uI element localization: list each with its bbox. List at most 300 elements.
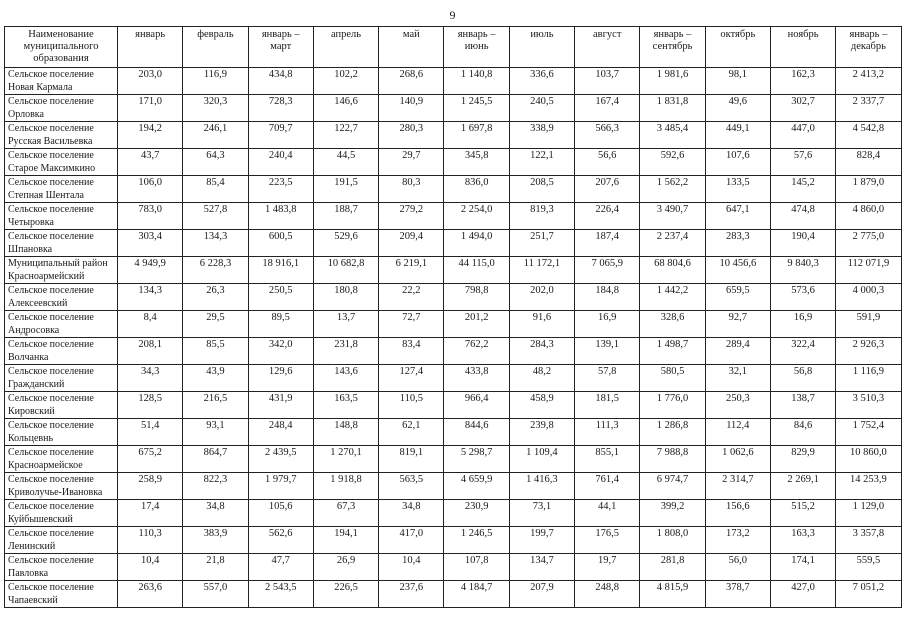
value-cell: 338,9 <box>509 122 574 149</box>
value-cell: 140,9 <box>379 95 444 122</box>
value-cell: 139,1 <box>575 338 640 365</box>
value-cell: 110,5 <box>379 392 444 419</box>
value-cell: 143,6 <box>313 365 378 392</box>
value-cell: 174,1 <box>770 554 835 581</box>
municipality-title: Павловка <box>8 567 49 579</box>
municipality-title: Криволучье-Ивановка <box>8 486 103 498</box>
municipality-name <box>5 68 118 95</box>
municipality-name <box>5 257 118 284</box>
value-cell: 190,4 <box>770 230 835 257</box>
value-cell: 133,5 <box>705 176 770 203</box>
table-row <box>5 95 902 122</box>
table-row <box>5 581 902 608</box>
municipality-title: Красноармейский <box>8 270 85 282</box>
column-header-period: ноябрь <box>770 27 835 68</box>
municipality-type: Сельское поселение <box>8 474 94 485</box>
municipality-type: Сельское поселение <box>8 366 94 377</box>
value-cell: 226,4 <box>575 203 640 230</box>
value-cell: 647,1 <box>705 203 770 230</box>
municipality-name <box>5 392 118 419</box>
value-cell: 163,3 <box>770 527 835 554</box>
value-cell: 822,3 <box>183 473 248 500</box>
value-cell: 819,1 <box>379 446 444 473</box>
value-cell: 8,4 <box>118 311 183 338</box>
municipality-type: Сельское поселение <box>8 69 94 80</box>
municipality-title: Степная Шентала <box>8 189 84 201</box>
value-cell: 171,0 <box>118 95 183 122</box>
municipality-title: Красноармейское <box>8 459 83 471</box>
value-cell: 250,3 <box>705 392 770 419</box>
value-cell: 11 172,1 <box>509 257 574 284</box>
value-cell: 864,7 <box>183 446 248 473</box>
value-cell: 3 510,3 <box>836 392 901 419</box>
value-cell: 44 115,0 <box>444 257 509 284</box>
value-cell: 246,1 <box>183 122 248 149</box>
value-cell: 1 776,0 <box>640 392 705 419</box>
municipality-type: Сельское поселение <box>8 555 94 566</box>
municipality-name <box>5 176 118 203</box>
municipality-type: Сельское поселение <box>8 420 94 431</box>
value-cell: 6 219,1 <box>379 257 444 284</box>
municipality-name <box>5 365 118 392</box>
value-cell: 263,6 <box>118 581 183 608</box>
value-cell: 43,7 <box>118 149 183 176</box>
municipality-name <box>5 500 118 527</box>
value-cell: 111,3 <box>575 419 640 446</box>
value-cell: 303,4 <box>118 230 183 257</box>
column-header-period: август <box>575 27 640 68</box>
value-cell: 44,5 <box>313 149 378 176</box>
table-row <box>5 446 902 473</box>
value-cell: 248,4 <box>248 419 313 446</box>
value-cell: 176,5 <box>575 527 640 554</box>
value-cell: 187,4 <box>575 230 640 257</box>
value-cell: 207,6 <box>575 176 640 203</box>
table-row <box>5 554 902 581</box>
table-row <box>5 527 902 554</box>
value-cell: 47,7 <box>248 554 313 581</box>
value-cell: 1 979,7 <box>248 473 313 500</box>
value-cell: 761,4 <box>575 473 640 500</box>
value-cell: 328,6 <box>640 311 705 338</box>
value-cell: 966,4 <box>444 392 509 419</box>
municipality-name <box>5 554 118 581</box>
value-cell: 2 337,7 <box>836 95 901 122</box>
municipality-type: Сельское поселение <box>8 528 94 539</box>
value-cell: 68 804,6 <box>640 257 705 284</box>
value-cell: 208,1 <box>118 338 183 365</box>
table-row <box>5 68 902 95</box>
value-cell: 73,1 <box>509 500 574 527</box>
value-cell: 209,4 <box>379 230 444 257</box>
value-cell: 284,3 <box>509 338 574 365</box>
value-cell: 250,5 <box>248 284 313 311</box>
municipality-type: Сельское поселение <box>8 501 94 512</box>
value-cell: 563,5 <box>379 473 444 500</box>
value-cell: 4 542,8 <box>836 122 901 149</box>
value-cell: 122,7 <box>313 122 378 149</box>
municipality-title: Шпановка <box>8 243 53 255</box>
value-cell: 110,3 <box>118 527 183 554</box>
value-cell: 102,2 <box>313 68 378 95</box>
value-cell: 2 413,2 <box>836 68 901 95</box>
value-cell: 201,2 <box>444 311 509 338</box>
page-number: 9 <box>449 8 456 22</box>
value-cell: 474,8 <box>770 203 835 230</box>
value-cell: 1 416,3 <box>509 473 574 500</box>
value-cell: 10 456,6 <box>705 257 770 284</box>
value-cell: 9 840,3 <box>770 257 835 284</box>
value-cell: 6 228,3 <box>183 257 248 284</box>
value-cell: 56,8 <box>770 365 835 392</box>
value-cell: 19,7 <box>575 554 640 581</box>
value-cell: 1 245,5 <box>444 95 509 122</box>
value-cell: 26,9 <box>313 554 378 581</box>
value-cell: 336,6 <box>509 68 574 95</box>
table-row <box>5 203 902 230</box>
value-cell: 1 109,4 <box>509 446 574 473</box>
municipality-name <box>5 122 118 149</box>
value-cell: 458,9 <box>509 392 574 419</box>
table-row <box>5 500 902 527</box>
municipality-type: Сельское поселение <box>8 312 94 323</box>
value-cell: 562,6 <box>248 527 313 554</box>
value-cell: 427,0 <box>770 581 835 608</box>
municipality-type: Сельское поселение <box>8 123 94 134</box>
value-cell: 573,6 <box>770 284 835 311</box>
municipality-type: Муниципальный район <box>8 258 108 269</box>
value-cell: 1 562,2 <box>640 176 705 203</box>
municipality-name <box>5 311 118 338</box>
value-cell: 127,4 <box>379 365 444 392</box>
municipality-type: Сельское поселение <box>8 393 94 404</box>
value-cell: 91,6 <box>509 311 574 338</box>
column-header-period: июль <box>509 27 574 68</box>
value-cell: 13,7 <box>313 311 378 338</box>
value-cell: 106,0 <box>118 176 183 203</box>
value-cell: 51,4 <box>118 419 183 446</box>
table-row <box>5 392 902 419</box>
value-cell: 3 490,7 <box>640 203 705 230</box>
column-header-period: февраль <box>183 27 248 68</box>
value-cell: 709,7 <box>248 122 313 149</box>
value-cell: 1 918,8 <box>313 473 378 500</box>
municipality-type: Сельское поселение <box>8 177 94 188</box>
column-header-period: май <box>379 27 444 68</box>
value-cell: 122,1 <box>509 149 574 176</box>
value-cell: 855,1 <box>575 446 640 473</box>
value-cell: 279,2 <box>379 203 444 230</box>
value-cell: 268,6 <box>379 68 444 95</box>
value-cell: 203,0 <box>118 68 183 95</box>
value-cell: 1 831,8 <box>640 95 705 122</box>
value-cell: 1 752,4 <box>836 419 901 446</box>
municipality-title: Старое Максимкино <box>8 162 96 174</box>
table-row <box>5 257 902 284</box>
value-cell: 2 543,5 <box>248 581 313 608</box>
value-cell: 383,9 <box>183 527 248 554</box>
value-cell: 188,7 <box>313 203 378 230</box>
value-cell: 844,6 <box>444 419 509 446</box>
value-cell: 49,6 <box>705 95 770 122</box>
value-cell: 449,1 <box>705 122 770 149</box>
value-cell: 112,4 <box>705 419 770 446</box>
value-cell: 134,3 <box>183 230 248 257</box>
value-cell: 280,3 <box>379 122 444 149</box>
value-cell: 2 269,1 <box>770 473 835 500</box>
value-cell: 226,5 <box>313 581 378 608</box>
municipality-title: Новая Кармала <box>8 81 73 93</box>
value-cell: 1 981,6 <box>640 68 705 95</box>
value-cell: 181,5 <box>575 392 640 419</box>
value-cell: 10,4 <box>118 554 183 581</box>
municipality-title: Куйбышевский <box>8 513 73 525</box>
value-cell: 1 442,2 <box>640 284 705 311</box>
value-cell: 199,7 <box>509 527 574 554</box>
value-cell: 1 498,7 <box>640 338 705 365</box>
value-cell: 529,6 <box>313 230 378 257</box>
municipality-title: Андросовка <box>8 324 60 336</box>
value-cell: 258,9 <box>118 473 183 500</box>
value-cell: 1 140,8 <box>444 68 509 95</box>
value-cell: 2 314,7 <box>705 473 770 500</box>
value-cell: 591,9 <box>836 311 901 338</box>
table-row <box>5 311 902 338</box>
value-cell: 7 988,8 <box>640 446 705 473</box>
value-cell: 399,2 <box>640 500 705 527</box>
value-cell: 146,6 <box>313 95 378 122</box>
value-cell: 194,2 <box>118 122 183 149</box>
value-cell: 342,0 <box>248 338 313 365</box>
value-cell: 447,0 <box>770 122 835 149</box>
value-cell: 3 485,4 <box>640 122 705 149</box>
table-row <box>5 365 902 392</box>
value-cell: 417,0 <box>379 527 444 554</box>
value-cell: 1 270,1 <box>313 446 378 473</box>
value-cell: 557,0 <box>183 581 248 608</box>
value-cell: 378,7 <box>705 581 770 608</box>
value-cell: 2 254,0 <box>444 203 509 230</box>
value-cell: 5 298,7 <box>444 446 509 473</box>
value-cell: 1 116,9 <box>836 365 901 392</box>
value-cell: 173,2 <box>705 527 770 554</box>
value-cell: 48,2 <box>509 365 574 392</box>
value-cell: 345,8 <box>444 149 509 176</box>
column-header-name: Наименование муниципального образования <box>5 27 118 68</box>
municipality-title: Волчанка <box>8 351 49 363</box>
value-cell: 4 815,9 <box>640 581 705 608</box>
value-cell: 2 439,5 <box>248 446 313 473</box>
value-cell: 107,6 <box>705 149 770 176</box>
value-cell: 2 775,0 <box>836 230 901 257</box>
value-cell: 248,8 <box>575 581 640 608</box>
municipality-name <box>5 419 118 446</box>
value-cell: 240,4 <box>248 149 313 176</box>
table-row <box>5 338 902 365</box>
column-header-period: январь – июнь <box>444 27 509 68</box>
value-cell: 659,5 <box>705 284 770 311</box>
value-cell: 527,8 <box>183 203 248 230</box>
value-cell: 180,8 <box>313 284 378 311</box>
value-cell: 4 949,9 <box>118 257 183 284</box>
municipality-title: Кольцевнь <box>8 432 54 444</box>
value-cell: 251,7 <box>509 230 574 257</box>
value-cell: 103,7 <box>575 68 640 95</box>
value-cell: 57,8 <box>575 365 640 392</box>
value-cell: 216,5 <box>183 392 248 419</box>
value-cell: 56,0 <box>705 554 770 581</box>
value-cell: 98,1 <box>705 68 770 95</box>
value-cell: 4 000,3 <box>836 284 901 311</box>
municipality-type: Сельское поселение <box>8 204 94 215</box>
municipality-name <box>5 203 118 230</box>
value-cell: 134,7 <box>509 554 574 581</box>
value-cell: 322,4 <box>770 338 835 365</box>
value-cell: 156,6 <box>705 500 770 527</box>
value-cell: 4 659,9 <box>444 473 509 500</box>
value-cell: 29,7 <box>379 149 444 176</box>
value-cell: 836,0 <box>444 176 509 203</box>
municipality-title: Чапаевский <box>8 594 58 606</box>
municipality-type: Сельское поселение <box>8 447 94 458</box>
value-cell: 18 916,1 <box>248 257 313 284</box>
value-cell: 3 357,8 <box>836 527 901 554</box>
value-cell: 592,6 <box>640 149 705 176</box>
value-cell: 240,5 <box>509 95 574 122</box>
value-cell: 34,8 <box>183 500 248 527</box>
value-cell: 1 286,8 <box>640 419 705 446</box>
value-cell: 600,5 <box>248 230 313 257</box>
municipality-type: Сельское поселение <box>8 582 94 593</box>
column-header-period: январь – сентябрь <box>640 27 705 68</box>
value-cell: 302,7 <box>770 95 835 122</box>
value-cell: 515,2 <box>770 500 835 527</box>
value-cell: 675,2 <box>118 446 183 473</box>
value-cell: 231,8 <box>313 338 378 365</box>
value-cell: 239,8 <box>509 419 574 446</box>
value-cell: 281,8 <box>640 554 705 581</box>
municipality-name <box>5 473 118 500</box>
value-cell: 34,8 <box>379 500 444 527</box>
value-cell: 566,3 <box>575 122 640 149</box>
value-cell: 162,3 <box>770 68 835 95</box>
value-cell: 10 860,0 <box>836 446 901 473</box>
table-row <box>5 122 902 149</box>
value-cell: 107,8 <box>444 554 509 581</box>
table-body <box>5 68 902 608</box>
value-cell: 163,5 <box>313 392 378 419</box>
value-cell: 434,8 <box>248 68 313 95</box>
value-cell: 283,3 <box>705 230 770 257</box>
municipality-type: Сельское поселение <box>8 150 94 161</box>
value-cell: 43,9 <box>183 365 248 392</box>
value-cell: 762,2 <box>444 338 509 365</box>
table-row <box>5 284 902 311</box>
value-cell: 237,6 <box>379 581 444 608</box>
value-cell: 798,8 <box>444 284 509 311</box>
value-cell: 26,3 <box>183 284 248 311</box>
value-cell: 57,6 <box>770 149 835 176</box>
value-cell: 83,4 <box>379 338 444 365</box>
municipality-type: Сельское поселение <box>8 339 94 350</box>
municipality-title: Четыровка <box>8 216 54 228</box>
value-cell: 80,3 <box>379 176 444 203</box>
municipality-type: Сельское поселение <box>8 231 94 242</box>
value-cell: 89,5 <box>248 311 313 338</box>
municipality-name <box>5 581 118 608</box>
municipality-name <box>5 527 118 554</box>
column-header-period: октябрь <box>705 27 770 68</box>
column-header-period: апрель <box>313 27 378 68</box>
value-cell: 10,4 <box>379 554 444 581</box>
column-header-period: январь – декабрь <box>836 27 901 68</box>
value-cell: 207,9 <box>509 581 574 608</box>
column-header-period: январь – март <box>248 27 313 68</box>
value-cell: 129,6 <box>248 365 313 392</box>
municipality-name <box>5 338 118 365</box>
value-cell: 16,9 <box>575 311 640 338</box>
value-cell: 85,4 <box>183 176 248 203</box>
value-cell: 2 237,4 <box>640 230 705 257</box>
column-header-period: январь <box>118 27 183 68</box>
value-cell: 580,5 <box>640 365 705 392</box>
table-row <box>5 149 902 176</box>
value-cell: 128,5 <box>118 392 183 419</box>
value-cell: 105,6 <box>248 500 313 527</box>
value-cell: 64,3 <box>183 149 248 176</box>
value-cell: 145,2 <box>770 176 835 203</box>
municipality-name <box>5 149 118 176</box>
value-cell: 1 062,6 <box>705 446 770 473</box>
value-cell: 138,7 <box>770 392 835 419</box>
value-cell: 92,7 <box>705 311 770 338</box>
value-cell: 1 483,8 <box>248 203 313 230</box>
value-cell: 72,7 <box>379 311 444 338</box>
value-cell: 34,3 <box>118 365 183 392</box>
municipality-name <box>5 230 118 257</box>
value-cell: 4 860,0 <box>836 203 901 230</box>
municipality-title: Гражданский <box>8 378 65 390</box>
value-cell: 21,8 <box>183 554 248 581</box>
value-cell: 7 065,9 <box>575 257 640 284</box>
value-cell: 167,4 <box>575 95 640 122</box>
table-row <box>5 473 902 500</box>
value-cell: 433,8 <box>444 365 509 392</box>
value-cell: 783,0 <box>118 203 183 230</box>
value-cell: 1 494,0 <box>444 230 509 257</box>
value-cell: 819,3 <box>509 203 574 230</box>
value-cell: 22,2 <box>379 284 444 311</box>
value-cell: 1 808,0 <box>640 527 705 554</box>
value-cell: 62,1 <box>379 419 444 446</box>
value-cell: 230,9 <box>444 500 509 527</box>
municipality-title: Кировский <box>8 405 55 417</box>
value-cell: 559,5 <box>836 554 901 581</box>
value-cell: 67,3 <box>313 500 378 527</box>
value-cell: 829,9 <box>770 446 835 473</box>
value-cell: 191,5 <box>313 176 378 203</box>
value-cell: 184,8 <box>575 284 640 311</box>
table-row <box>5 230 902 257</box>
table-row <box>5 419 902 446</box>
value-cell: 2 926,3 <box>836 338 901 365</box>
value-cell: 1 246,5 <box>444 527 509 554</box>
value-cell: 84,6 <box>770 419 835 446</box>
value-cell: 1 129,0 <box>836 500 901 527</box>
municipality-title: Орловка <box>8 108 44 120</box>
value-cell: 14 253,9 <box>836 473 901 500</box>
municipality-title: Ленинский <box>8 540 56 552</box>
